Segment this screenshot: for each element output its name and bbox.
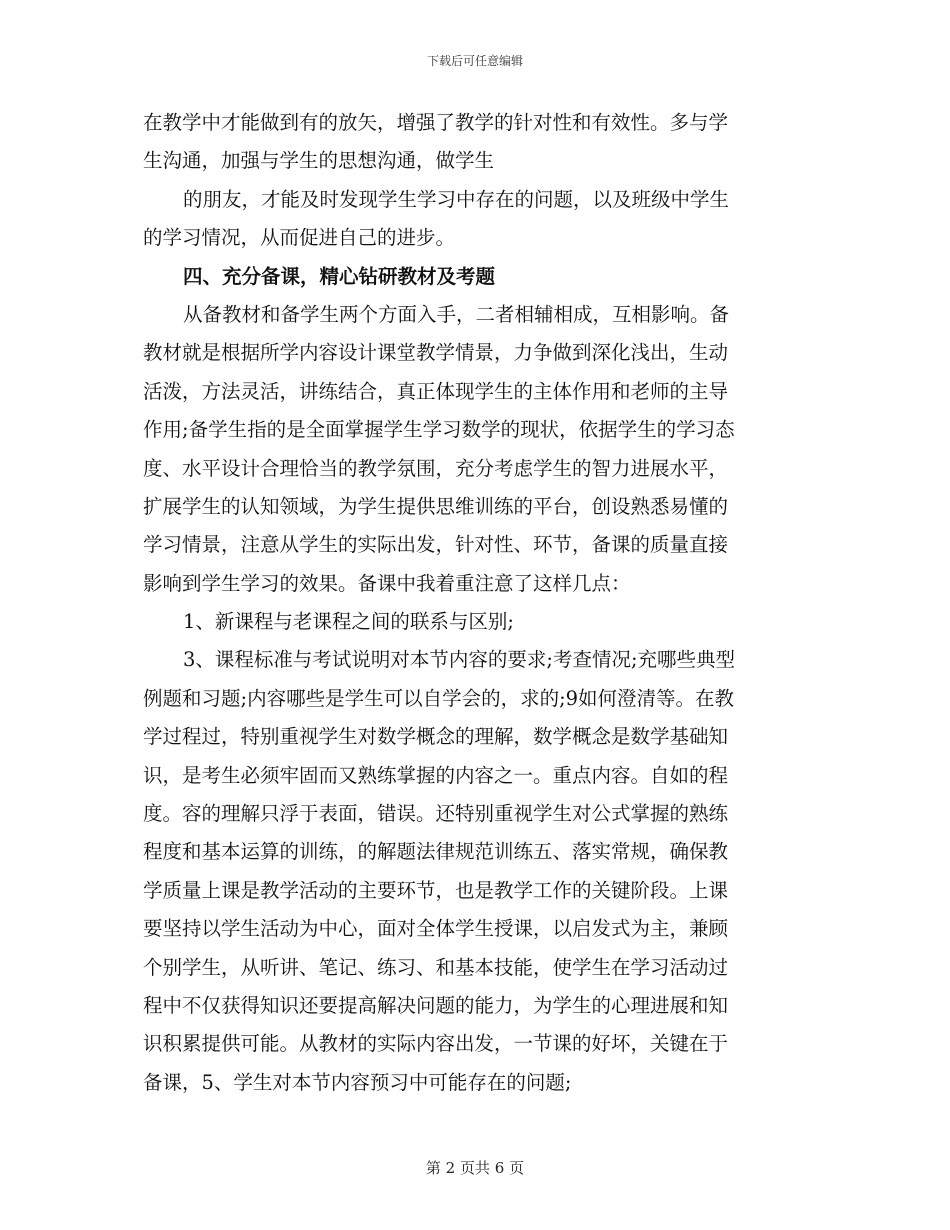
text-line: 备课，5、学生对本节内容预习中可能存在的问题; (143, 1070, 572, 1094)
document-body (143, 104, 807, 1102)
text-line: 例题和习题;内容哪些是学生可以自学会的，求的;9如何澄清等。在教 (143, 686, 735, 710)
text-line: 教材就是根据所学内容设计课堂教学情景，力争做到深化浅出，生动 (143, 341, 729, 365)
text-line: 要坚持以学生活动为中心，面对全体学生授课，以启发式为主，兼顾 (143, 917, 729, 941)
page-header: 下载后可任意编辑 (426, 54, 523, 68)
text-line: 个别学生，从听讲、笔记、练习、和基本技能，使学生在学习活动过 (143, 955, 729, 979)
text-line: 作用;备学生指的是全面掌握学生学习数学的现状，依据学生的学习态 (143, 418, 735, 442)
text-line: 从备教材和备学生两个方面入手，二者相辅相成，互相影响。备 (183, 302, 730, 326)
text-line: 学习情景，注意从学生的实际出发，针对性、环节，备课的质量直接 (143, 533, 729, 557)
text-line: 识积累提供可能。从教材的实际内容出发，一节课的好坏，关键在于 (143, 1032, 729, 1056)
page-footer: 第 2 页共 6 页 (425, 1159, 525, 1177)
text-line: 影响到学生学习的效果。备课中我着重注意了这样几点： (143, 571, 631, 595)
text-line: 在教学中才能做到有的放矢，增强了教学的针对性和有效性。多与学 (143, 111, 729, 134)
text-line: 活泼，方法灵活，讲练结合，真正体现学生的主体作用和老师的主导 (143, 379, 729, 403)
text-line: 度、水平设计合理恰当的教学氛围，充分考虑学生的智力进展水平， (143, 456, 729, 480)
text-line: 学过程过，特别重视学生对数学概念的理解，数学概念是数学基础知 (143, 725, 729, 749)
text-line: 识，是考生必须牢固而又熟练掌握的内容之一。重点内容。自如的程 (143, 763, 729, 787)
list-item: 1、新课程与老课程之间的联系与区别; (183, 610, 514, 634)
text-line: 的朋友，才能及时发现学生学习中存在的问题，以及班级中学生 (183, 187, 730, 211)
text-line: 的学习情况，从而促进自己的进步。 (143, 226, 456, 250)
text-line: 程中不仅获得知识还要提高解决问题的能力，为学生的心理进展和知 (143, 993, 729, 1017)
text-line: 程度和基本运算的训练，的解题法律规范训练五、落实常规，确保教 (143, 840, 729, 864)
text-line: 扩展学生的认知领域，为学生提供思维训练的平台，创设熟悉易懂的 (143, 494, 729, 518)
text-line: 生沟通，加强与学生的思想沟通，做学生 (143, 149, 495, 173)
list-item: 3、课程标准与考试说明对本节内容的要求;考查情况;充哪些典型 (183, 648, 736, 672)
section-heading: 四、充分备课，精心钻研教材及考题 (183, 264, 496, 288)
text-line: 学质量上课是教学活动的主要环节，也是教学工作的关键阶段。上课 (143, 878, 729, 902)
text-line: 度。容的理解只浮于表面，错误。还特别重视学生对公式掌握的熟练 (143, 802, 729, 826)
